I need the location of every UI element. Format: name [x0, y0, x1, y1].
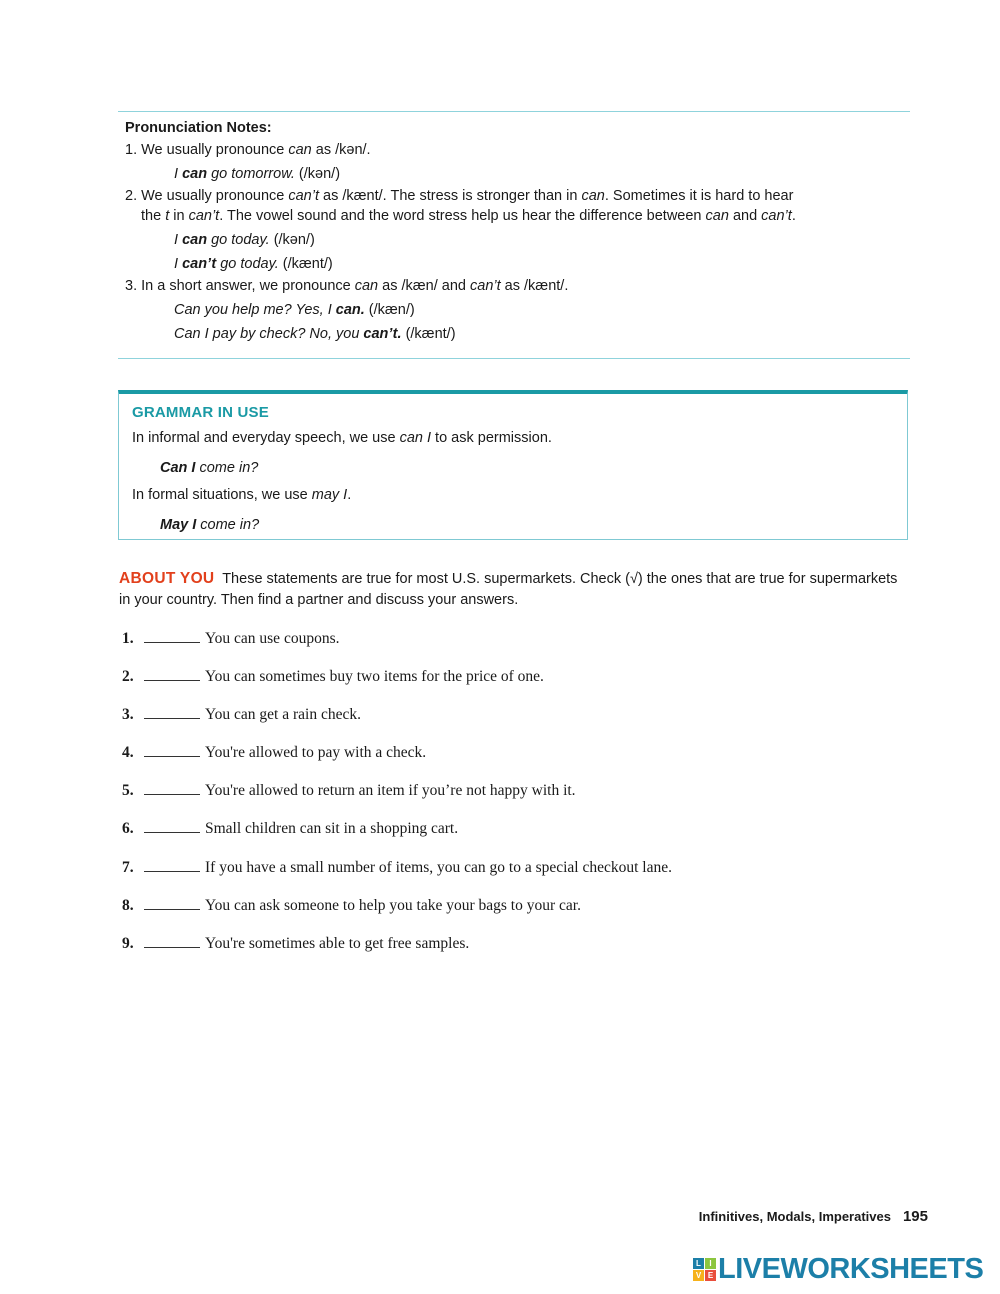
note-3: 3. In a short answer, we pronounce can as /kæn/ and can’t as /kænt/.: [125, 278, 569, 294]
grammar-in-use-box: [118, 390, 908, 540]
pronunciation-title: Pronunciation Notes:: [125, 120, 272, 136]
answer-blank[interactable]: [144, 668, 200, 681]
statement-row: [122, 668, 922, 706]
bottom-divider: [118, 358, 910, 359]
statement-row: [122, 820, 922, 858]
statement-number: 3.: [122, 706, 134, 724]
note-1-example: I can go tomorrow. (/kən/): [174, 166, 341, 182]
statement-number: 8.: [122, 896, 134, 914]
statement-row: [122, 744, 922, 782]
grammar-line-1: In informal and everyday speech, we use can I to ask permission.: [132, 430, 552, 446]
note-3-example-b: Can I pay by check? No, you can’t. (/kænt/): [174, 326, 456, 342]
statement-number: 7.: [122, 858, 134, 876]
statement-text: You can sometimes buy two items for the price of one.: [205, 668, 544, 686]
statement-row: [122, 706, 922, 744]
statement-text: Small children can sit in a shopping cart.: [205, 820, 459, 838]
grammar-line-2: In formal situations, we use may I.: [132, 487, 352, 503]
about-you-label: ABOUT YOU: [119, 570, 215, 587]
note-3-example-a: Can you help me? Yes, I can. (/kæn/): [174, 302, 415, 318]
statement-number: 5.: [122, 782, 134, 800]
statement-text: You can use coupons.: [205, 630, 340, 647]
statement-row: [122, 897, 922, 935]
logo-text: LIVEWORKSHEETS: [718, 1252, 984, 1285]
about-you-instructions: [119, 568, 909, 611]
note-1: 1. We usually pronounce can as /kən/.: [125, 142, 371, 158]
logo-icon: L I V E: [693, 1258, 716, 1281]
note-2-example-b: I can’t go today. (/kænt/): [174, 256, 333, 272]
liveworksheets-logo: [693, 1254, 983, 1284]
statement-text: You're allowed to return an item if you’re not happy with it.: [205, 782, 576, 800]
page-number: 195: [902, 1208, 928, 1225]
statement-number: 6.: [122, 820, 134, 838]
answer-blank[interactable]: [144, 897, 200, 910]
statement-row: [122, 782, 922, 820]
statement-list: [122, 630, 922, 973]
note-2-continued: the t in can’t. The vowel sound and the word stress help us hear the difference between can and can’t.: [141, 208, 796, 224]
statement-number: 4.: [122, 744, 134, 762]
answer-blank[interactable]: [144, 744, 200, 757]
grammar-example-2: May I come in?: [160, 517, 260, 533]
answer-blank[interactable]: [144, 782, 200, 795]
statement-text: You're allowed to pay with a check.: [205, 744, 427, 762]
statement-number: 1.: [122, 630, 134, 647]
statement-text: You're sometimes able to get free samples.: [205, 934, 470, 952]
chapter-title: Infinitives, Modals, Imperatives: [698, 1209, 891, 1224]
statement-number: 2.: [122, 668, 134, 686]
statement-text: You can ask someone to help you take your bags to your car.: [205, 896, 581, 914]
top-divider: [118, 111, 910, 112]
answer-blank[interactable]: [144, 630, 200, 643]
grammar-example-1: Can I come in?: [160, 460, 259, 476]
statement-row: [122, 630, 922, 668]
statement-row: [122, 859, 922, 897]
about-you-text: These statements are true for most U.S. supermarkets. Check (√) the ones that are true for supermarkets in your country. Then find a partner and discuss your answers.: [119, 571, 898, 608]
answer-blank[interactable]: [144, 935, 200, 948]
answer-blank[interactable]: [144, 820, 200, 833]
page-footer: [699, 1208, 928, 1225]
note-2-example-a: I can go today. (/kən/): [174, 232, 315, 248]
answer-blank[interactable]: [144, 706, 200, 719]
pronunciation-notes: [125, 118, 905, 344]
statement-row: [122, 935, 922, 973]
note-2: 2. We usually pronounce can’t as /kænt/. The stress is stronger than in can. Sometimes it is hard to hear: [125, 188, 794, 204]
answer-blank[interactable]: [144, 859, 200, 872]
statement-text: You can get a rain check.: [205, 706, 361, 724]
statement-text: If you have a small number of items, you can go to a special checkout lane.: [205, 858, 672, 876]
statement-number: 9.: [122, 934, 134, 952]
grammar-heading: GRAMMAR IN USE: [132, 404, 269, 421]
